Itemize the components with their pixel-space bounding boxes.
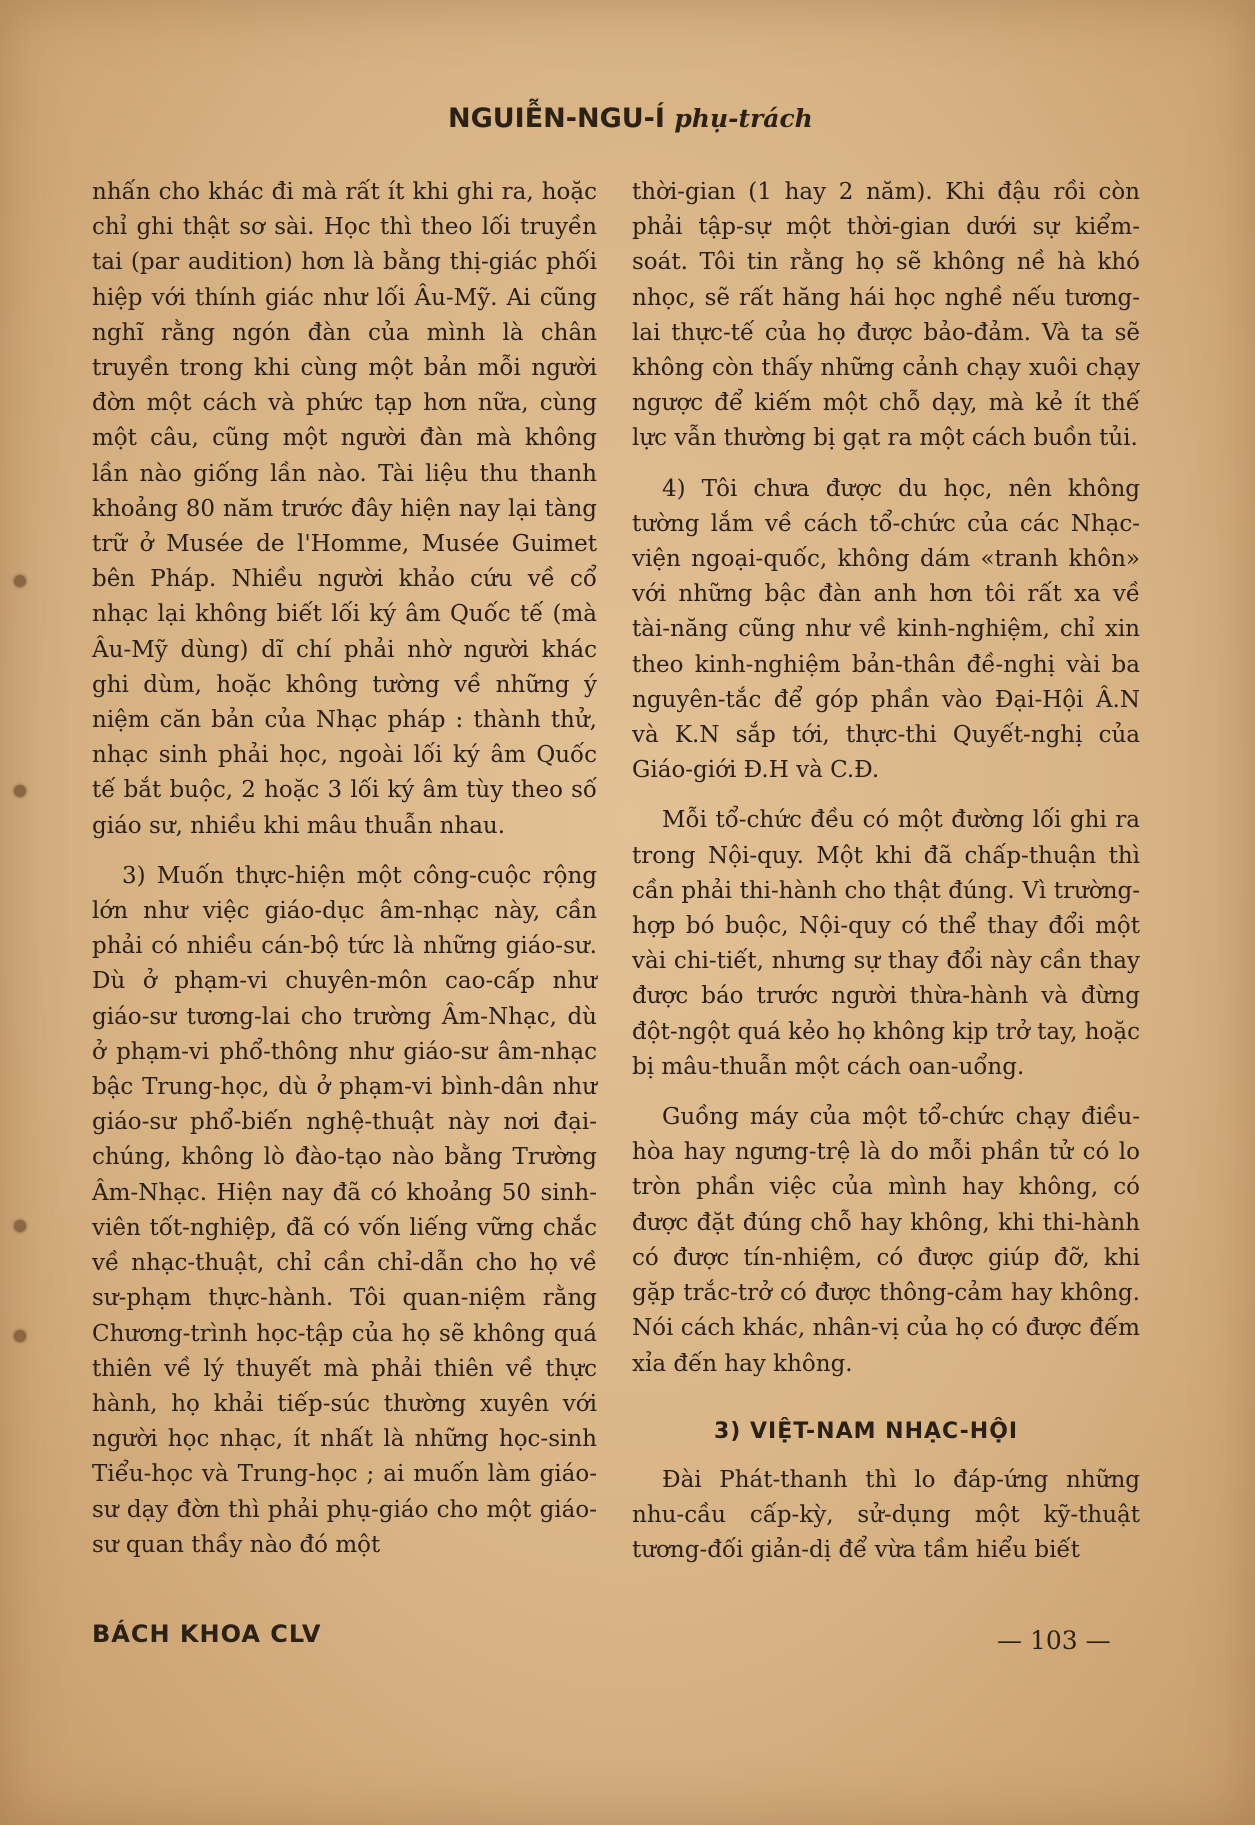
binding-hole	[14, 575, 26, 587]
binding-hole	[14, 1330, 26, 1342]
paragraph: nhấn cho khác đi mà rất ít khi ghi ra, hoặc chỉ ghi thật sơ sài. Học thì theo lối truyền tai (par audition) hơn là bằng thị-giác phối hiệp với thính giác như lối Âu-Mỹ. Ai cũng nghĩ rằng ngón đàn của mình là chân truyền trong khi cùng một bản mỗi người đờn một cách và phức tạp hơn nữa, cùng một câu, cũng một người đàn mà không lần nào giống lần nào. Tài liệu thu thanh khoảng 80 năm trước đây hiện nay lại tàng trữ ở Musée de l'Homme, Musée Guimet bên Pháp. Nhiều người khảo cứu về cổ nhạc lại không biết lối ký âm Quốc tế (mà Âu-Mỹ dùng) dĩ chí phải nhờ người khác ghi dùm, hoặc không tường về những ý niệm căn bản của Nhạc pháp : thành thử, nhạc sinh phải học, ngoài lối ký âm Quốc tế bắt buộc, 2 hoặc 3 lối ký âm tùy theo số giáo sư, nhiều khi mâu thuẫn nhau.	[92, 179, 597, 839]
right-column	[632, 175, 1140, 1584]
paragraph: Mỗi tổ-chức đều có một đường lối ghi ra trong Nội-quy. Một khi đã chấp-thuận thì cần phải thi-hành cho thật đúng. Vì trường-hợp bó buộc, Nội-quy có thể thay đổi một vài chi-tiết, nhưng sự thay đổi này cần thay được báo trước người thừa-hành và đừng đột-ngột quá kẻo họ không kịp trở tay, hoặc bị mâu-thuẫn một cách oan-uổng.	[632, 807, 1140, 1080]
binding-hole	[14, 1220, 26, 1232]
publication-name: BÁCH KHOA CLV	[92, 1620, 322, 1648]
paragraph: 4) Tôi chưa được du học, nên không tường lắm về cách tổ-chức của các Nhạc-viện ngoại-quốc, không dám «tranh khôn» với những bậc đàn anh hơn tôi rất xa về tài-năng cũng như về kinh-nghiệm, chỉ xin theo kinh-nghiệm bản-thân đề-nghị vài ba nguyên-tắc để góp phần vào Đại-Hội Â.N và K.N sắp tới, thực-thi Quyết-nghị của Giáo-giới Đ.H và C.Đ.	[632, 475, 1140, 784]
editor-name: NGUIỄN-NGU-Í	[448, 103, 665, 134]
page-number: — 103 —	[997, 1626, 1111, 1655]
paragraph: Đài Phát-thanh thì lo đáp-ứng những nhu-cầu cấp-kỳ, sử-dụng một kỹ-thuật tương-đối giản-dị để vừa tầm hiểu biết	[632, 1466, 1140, 1564]
running-header	[448, 103, 1048, 134]
paragraph: Guồng máy của một tổ-chức chạy điều-hòa hay ngưng-trệ là do mỗi phần tử có lo tròn phần việc của mình hay không, có được đặt đúng chỗ hay không, khi thi-hành có được tín-nhiệm, có được giúp đỡ, khi gặp trắc-trở có được thông-cảm hay không. Nói cách khác, nhân-vị của họ có được đếm xỉa đến hay không.	[632, 1104, 1140, 1377]
editor-role: phụ-trách	[674, 104, 813, 133]
paragraph: 3) Muốn thực-hiện một công-cuộc rộng lớn như việc giáo-dục âm-nhạc này, cần phải có nhiều cán-bộ tức là những giáo-sư. Dù ở phạm-vi chuyên-môn cao-cấp như giáo-sư tương-lai cho trường Âm-Nhạc, dù ở phạm-vi phổ-thông như giáo-sư âm-nhạc bậc Trung-học, dù ở phạm-vi bình-dân như giáo-sư phổ-biến nghệ-thuật này nơi đại-chúng, không lò đào-tạo nào bằng Trường Âm-Nhạc. Hiện nay đã có khoảng 50 sinh-viên tốt-nghiệp, đã có vốn liếng vững chắc về nhạc-thuật, chỉ cần chỉ-dẫn cho họ về sư-phạm thực-hành. Tôi quan-niệm rằng Chương-trình học-tập của họ sẽ không quá thiên về lý thuyết mà phải thiên về thực hành, họ khải tiếp-súc thường xuyên với người học nhạc, ít nhất là những học-sinh Tiểu-học và Trung-học ; ai muốn làm giáo-sư dạy đờn thì phải phụ-giáo cho một giáo-sư quan thầy nào đó một	[92, 862, 597, 1558]
section-heading: 3) VIỆT-NAM NHẠC-HỘI	[714, 1418, 1019, 1444]
paragraph: thời-gian (1 hay 2 năm). Khi đậu rồi còn phải tập-sự một thời-gian dưới sự kiểm-soát. Tôi tin rằng họ sẽ không nề hà khó nhọc, sẽ rất hăng hái học nghề nếu tương-lai thực-tế của họ được bảo-đảm. Và ta sẽ không còn thấy những cảnh chạy xuôi chạy ngược để kiếm một chỗ dạy, mà kẻ ít thế lực vẫn thường bị gạt ra một cách buồn tủi.	[632, 179, 1140, 452]
left-column	[92, 175, 597, 1578]
binding-hole	[14, 785, 26, 797]
